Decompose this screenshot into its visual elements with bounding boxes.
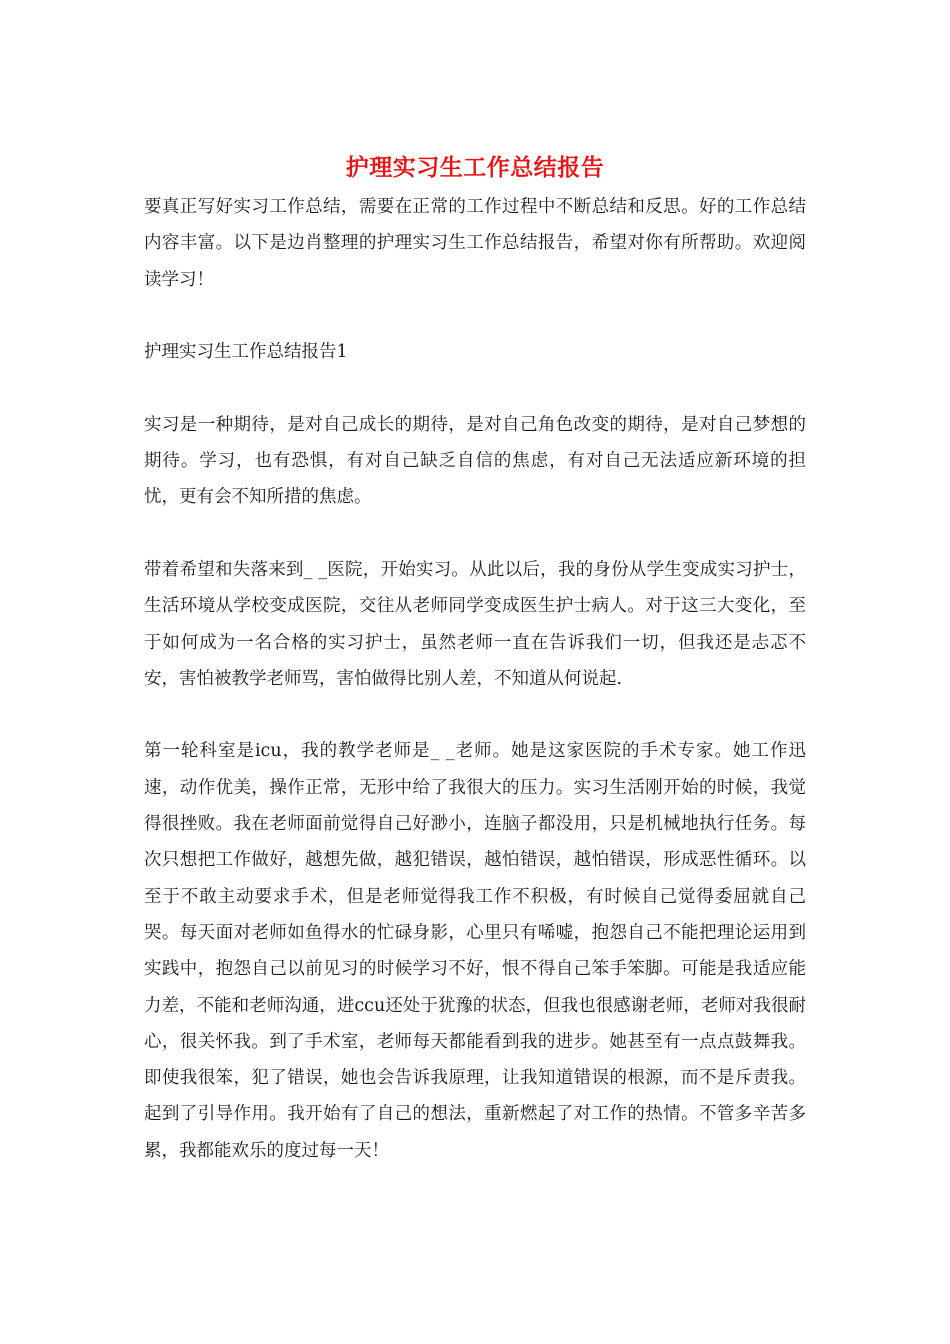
document-body	[144, 189, 806, 1169]
body-paragraph: 实习是一种期待，是对自己成长的期待，是对自己角色改变的期待，是对自己梦想的期待。学习，也有恐惧，有对自己缺乏自信的焦虑，有对自己无法适应新环境的担忧，更有会不知所措的焦虑。	[144, 414, 806, 508]
document-title: 护理实习生工作总结报告	[345, 154, 605, 181]
intro-paragraph: 要真正写好实习工作总结，需要在正常的工作过程中不断总结和反思。好的工作总结内容丰富。以下是边肖整理的护理实习生工作总结报告，希望对你有所帮助。欢迎阅读学习！	[144, 197, 806, 290]
body-paragraph: 带着希望和失落来到_ _医院，开始实习。从此以后，我的身份从学生变成实习护士，生活环境从学校变成医院，交往从老师同学变成医生护士病人。对于这三大变化，至于如何成为一名合格的实习护士，虽然老师一直在告诉我们一切，但我还是忐忑不安，害怕被教学老师骂，害怕做得比别人差，不知道从何说起.	[144, 559, 806, 689]
section-heading: 护理实习生工作总结报告1	[144, 342, 348, 363]
body-paragraph: 第一轮科室是icu，我的教学老师是_ _老师。她是这家医院的手术专家。她工作迅速，动作优美，操作正常，无形中给了我很大的压力。实习生活刚开始的时候，我觉得很挫败。我在老师面前觉得自己好渺小，连脑子都没用，只是机械地执行任务。每次只想把工作做好，越想先做，越犯错误，越怕错误，越怕错误，形成恶性循环。以至于不敢主动要求手术，但是老师觉得我工作不积极，有时候自己觉得委屈就自己哭。每天面对老师如鱼得水的忙碌身影，心里只有唏嘘，抱怨自己不能把理论运用到实践中，抱怨自己以前见习的时候学习不好，恨不得自己笨手笨脚。可能是我适应能力差，不能和老师沟通，进ccu还处于犹豫的状态，但我也很感谢老师，老师对我很耐心，很关怀我。到了手术室，老师每天都能看到我的进步。她甚至有一点点鼓舞我。即使我很笨，犯了错误，她也会告诉我原理，让我知道错误的根源，而不是斥责我。起到了引导作用。我开始有了自己的想法，重新燃起了对工作的热情。不管多辛苦多累，我都能欢乐的度过每一天！	[144, 741, 806, 1161]
